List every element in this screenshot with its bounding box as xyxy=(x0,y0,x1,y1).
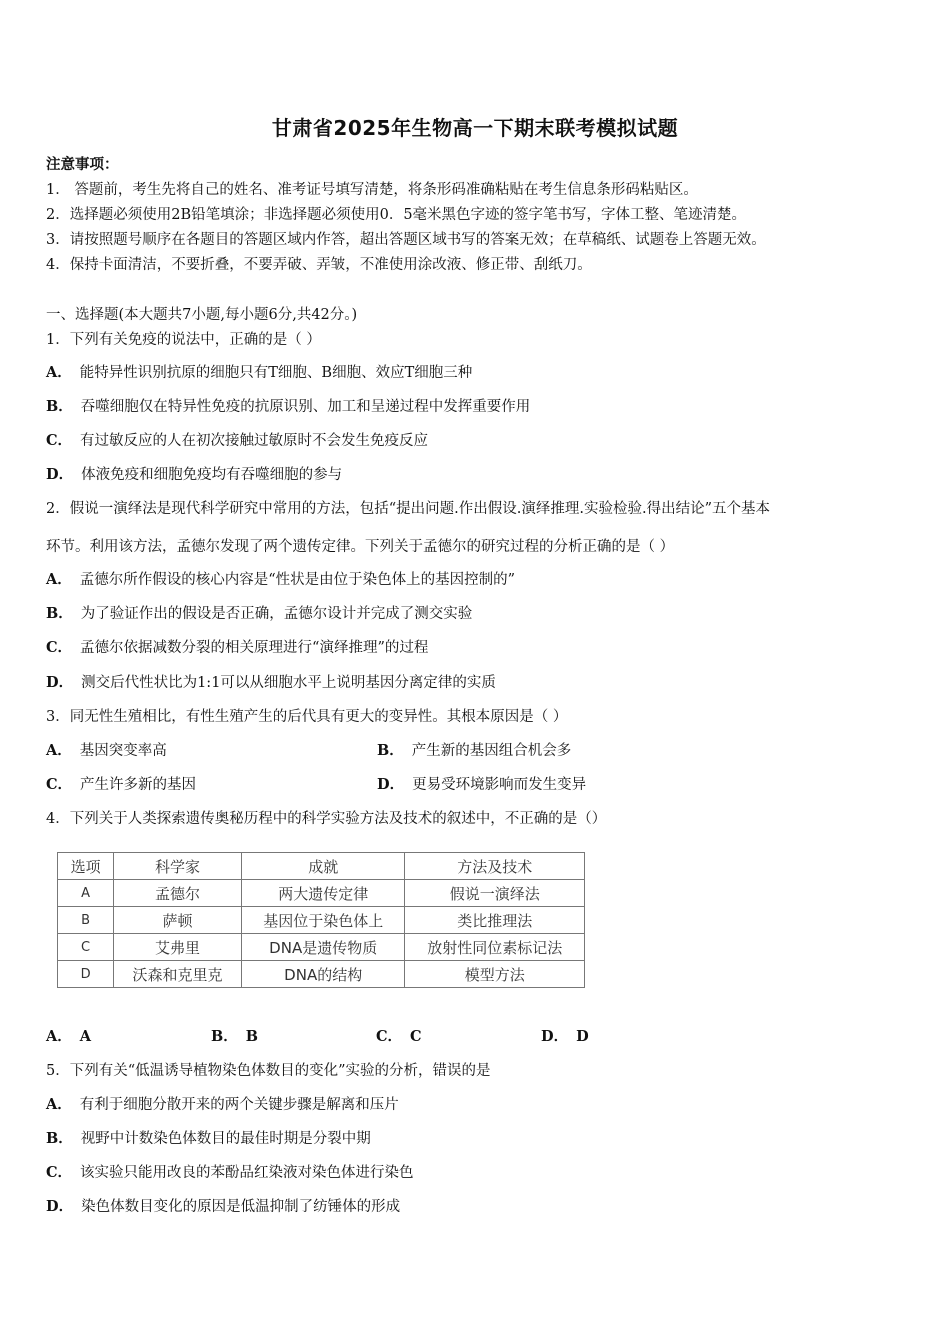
option-label: C． xyxy=(46,639,73,656)
table-row xyxy=(58,961,585,988)
option-text: 产生新的基因组合机会多 xyxy=(411,743,572,759)
notice-item: 1． 答题前，考生先将自己的姓名、准考证号填写清楚，将条形码准确粘贴在考生信息条形码粘贴区。 xyxy=(46,182,698,198)
table-cell: DNA是遗传物质 xyxy=(241,934,405,961)
option-label: B． xyxy=(211,1028,238,1045)
question-4-stem: 4．下列关于人类探索遗传奥秘历程中的科学实验方法及技术的叙述中，不正确的是（） xyxy=(46,811,607,827)
option-text: A xyxy=(79,1028,92,1045)
option-label: B． xyxy=(46,398,73,415)
option-label: B． xyxy=(377,742,404,759)
option-label: B． xyxy=(46,605,73,622)
page-title: 甘肃省2025年生物高一下期末联考模拟试题 xyxy=(271,116,679,140)
q4-option-d xyxy=(541,1025,589,1046)
option-label: A． xyxy=(46,742,72,759)
table-header-cell: 成就 xyxy=(241,853,405,880)
table-cell: 模型方法 xyxy=(405,961,585,988)
option-text: D xyxy=(576,1028,589,1045)
option-text: 孟德尔所作假设的核心内容是“性状是由位于染色体上的基因控制的” xyxy=(79,572,516,588)
option-text: 孟德尔依据减数分裂的相关原理进行“演绎推理”的过程 xyxy=(80,640,429,656)
section-heading: 一、选择题(本大题共7小题,每小题6分,共42分。) xyxy=(46,307,358,323)
option-text: 产生许多新的基因 xyxy=(80,777,197,793)
table-row xyxy=(58,880,585,907)
option-text: C xyxy=(410,1028,422,1045)
q2-option-a xyxy=(46,568,515,589)
notice-heading: 注意事项： xyxy=(46,156,119,173)
q5-option-b xyxy=(46,1127,371,1148)
option-label: C． xyxy=(46,1164,73,1181)
question-1-stem: 1．下列有关免疫的说法中，正确的是（ ） xyxy=(46,332,321,348)
q3-option-c xyxy=(46,773,196,794)
option-label: A． xyxy=(46,571,72,588)
question-2-stem-line1: 2．假说一演绎法是现代科学研究中常用的方法，包括“提出问题.作出假设.演绎推理.实验检验.得出结论”五个基本 xyxy=(46,501,770,517)
option-label: D． xyxy=(46,1198,74,1215)
option-text: 为了验证作出的假设是否正确，孟德尔设计并完成了测交实验 xyxy=(80,606,473,622)
table-cell: 孟德尔 xyxy=(114,880,242,907)
q2-option-d xyxy=(46,671,496,692)
option-label: A． xyxy=(46,1028,72,1045)
option-label: A． xyxy=(46,364,72,381)
table-row xyxy=(58,907,585,934)
table-cell: 萨顿 xyxy=(114,907,242,934)
q2-option-b xyxy=(46,602,472,623)
table-header-cell: 选项 xyxy=(58,853,114,880)
q3-option-a xyxy=(46,739,167,760)
notice-item: 4．保持卡面清洁，不要折叠，不要弄破、弄皱，不准使用涂改液、修正带、刮纸刀。 xyxy=(46,257,592,273)
q1-option-c xyxy=(46,429,428,450)
table-header-row xyxy=(58,853,585,880)
table-row xyxy=(58,934,585,961)
q4-option-c xyxy=(376,1025,422,1046)
table-cell: 假说一演绎法 xyxy=(405,880,585,907)
option-label: C． xyxy=(46,776,73,793)
option-label: C． xyxy=(376,1028,403,1045)
table-header-cell: 科学家 xyxy=(114,853,242,880)
q1-option-d xyxy=(46,463,342,484)
option-text: 吞噬细胞仅在特异性免疫的抗原识别、加工和呈递过程中发挥重要作用 xyxy=(80,399,531,415)
option-label: D． xyxy=(377,776,405,793)
table-cell: 艾弗里 xyxy=(114,934,242,961)
q1-option-a xyxy=(46,361,472,382)
option-text: 体液免疫和细胞免疫均有吞噬细胞的参与 xyxy=(81,467,343,483)
table-cell: A xyxy=(58,880,114,907)
q5-option-a xyxy=(46,1093,399,1114)
option-label: D． xyxy=(541,1028,569,1045)
option-text: 该实验只能用改良的苯酚品红染液对染色体进行染色 xyxy=(80,1165,414,1181)
option-text: 更易受环境影响而发生变异 xyxy=(412,777,587,793)
q2-option-c xyxy=(46,636,428,657)
table-cell: C xyxy=(58,934,114,961)
q3-option-b xyxy=(377,739,571,760)
question-3-stem: 3．同无性生殖相比，有性生殖产生的后代具有更大的变异性。其根本原因是（ ） xyxy=(46,709,568,725)
q5-option-d xyxy=(46,1195,400,1216)
option-text: 测交后代性状比为1:1可以从细胞水平上说明基因分离定律的实质 xyxy=(81,675,496,691)
q1-option-b xyxy=(46,395,530,416)
option-label: C． xyxy=(46,432,73,449)
option-text: 视野中计数染色体数目的最佳时期是分裂中期 xyxy=(80,1131,371,1147)
notice-item: 3．请按照题号顺序在各题目的答题区域内作答，超出答题区域书写的答案无效；在草稿纸、试题卷上答题无效。 xyxy=(46,232,766,248)
option-text: 染色体数目变化的原因是低温抑制了纺锤体的形成 xyxy=(81,1199,401,1215)
question-2-stem-line2: 环节。利用该方法，孟德尔发现了两个遗传定律。下列关于孟德尔的研究过程的分析正确的是（ ） xyxy=(46,539,675,555)
question-5-stem: 5．下列有关“低温诱导植物染色体数目的变化”实验的分析，错误的是 xyxy=(46,1063,491,1079)
option-text: B xyxy=(245,1028,259,1045)
table-cell: 两大遗传定律 xyxy=(241,880,405,907)
table-cell: 类比推理法 xyxy=(405,907,585,934)
option-text: 有利于细胞分散开来的两个关键步骤是解离和压片 xyxy=(79,1097,399,1113)
table-cell: 放射性同位素标记法 xyxy=(405,934,585,961)
option-label: B． xyxy=(46,1130,73,1147)
table-cell: 基因位于染色体上 xyxy=(241,907,405,934)
table-cell: B xyxy=(58,907,114,934)
table-cell: D xyxy=(58,961,114,988)
q4-option-a xyxy=(46,1025,91,1046)
q4-option-b xyxy=(211,1025,258,1046)
option-label: D． xyxy=(46,674,74,691)
q3-option-d xyxy=(377,773,586,794)
table-cell: 沃森和克里克 xyxy=(114,961,242,988)
option-label: A． xyxy=(46,1096,72,1113)
table-cell: DNA的结构 xyxy=(241,961,405,988)
table-header-cell: 方法及技术 xyxy=(405,853,585,880)
q5-option-c xyxy=(46,1161,414,1182)
notice-item: 2．选择题必须使用2B铅笔填涂；非选择题必须使用0．5毫米黑色字迹的签字笔书写，字体工整、笔迹清楚。 xyxy=(46,207,747,223)
option-text: 能特异性识别抗原的细胞只有T细胞、B细胞、效应T细胞三种 xyxy=(79,365,473,381)
option-label: D． xyxy=(46,466,74,483)
option-text: 基因突变率高 xyxy=(79,743,167,759)
option-text: 有过敏反应的人在初次接触过敏原时不会发生免疫反应 xyxy=(80,433,429,449)
q4-table xyxy=(57,852,585,988)
